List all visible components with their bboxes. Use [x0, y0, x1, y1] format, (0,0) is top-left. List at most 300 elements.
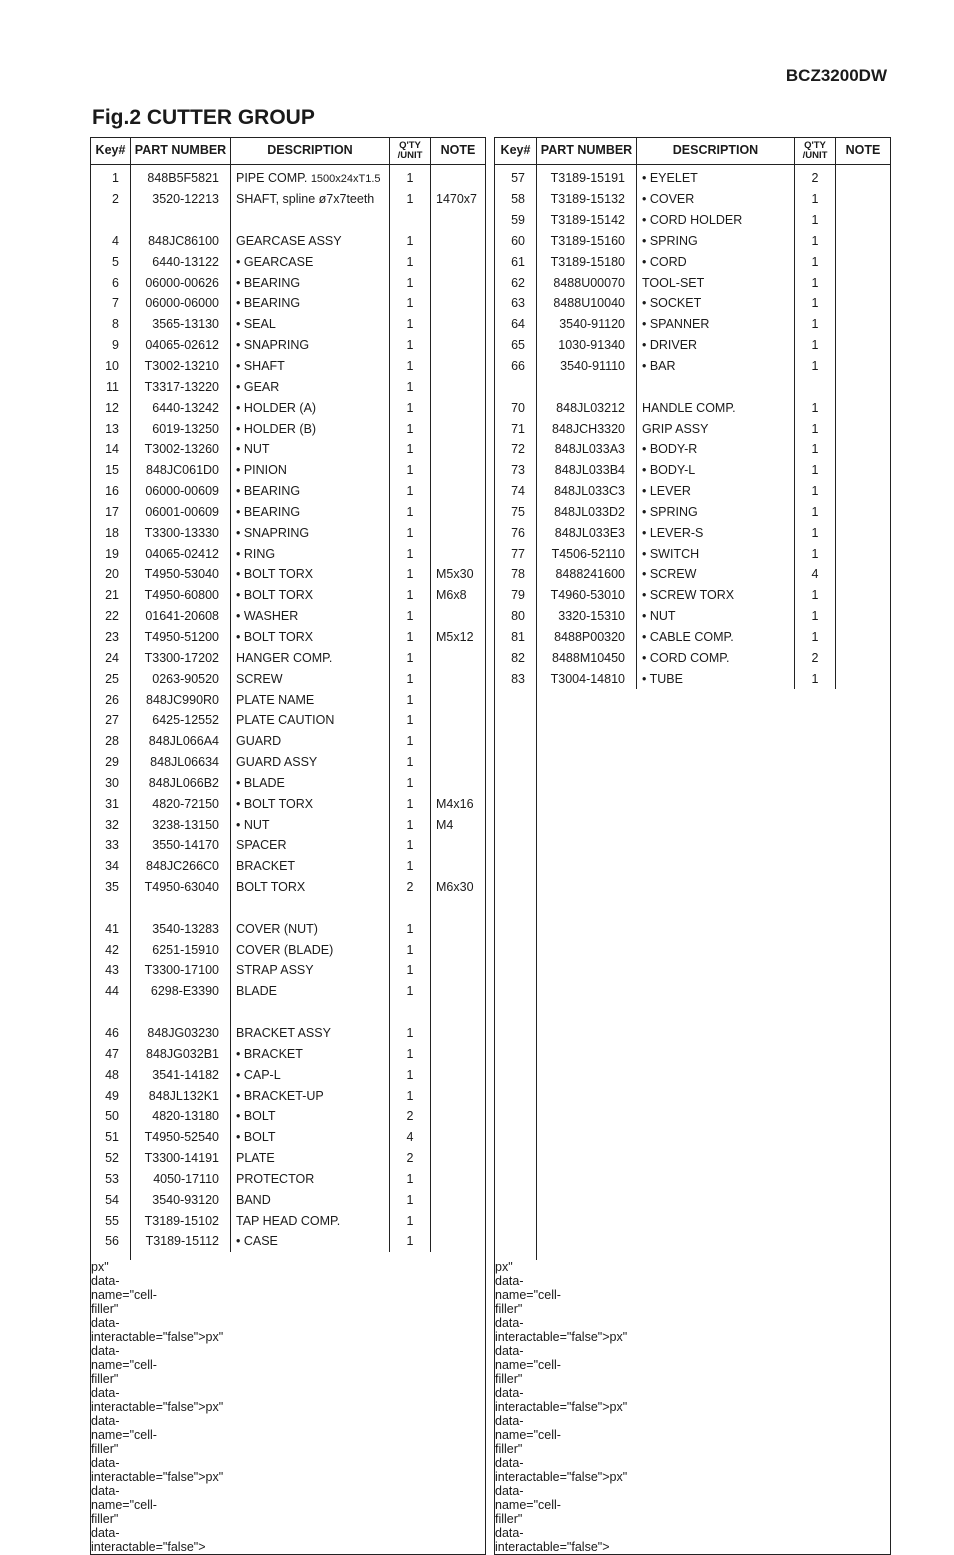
cell-note: [431, 981, 486, 1002]
table-row: [91, 731, 486, 752]
cell-description: [231, 856, 390, 877]
description-text: • SCREW: [642, 567, 697, 582]
description-text: • BOLT: [236, 1130, 276, 1145]
cell-description: [637, 647, 795, 668]
cell-part-number: 3541-14182: [131, 1064, 231, 1085]
cell-description: [231, 1106, 390, 1127]
table-row: [91, 272, 486, 293]
cell-note: [431, 960, 486, 981]
cell-key: 78: [495, 564, 537, 585]
cell-qty: 1: [390, 710, 431, 731]
table-row: [495, 460, 891, 481]
cell-key: 14: [91, 439, 131, 460]
cell-description: [231, 397, 390, 418]
description-text: GEARCASE ASSY: [236, 233, 342, 248]
cell-qty: 1: [795, 272, 836, 293]
cell-note: [431, 1231, 486, 1252]
cell-description: [231, 1210, 390, 1231]
cell-description: [637, 356, 795, 377]
table-header-row: [91, 138, 486, 165]
cell-part-number: T3189-15142: [537, 210, 637, 231]
cell-part-number: 3540-13283: [131, 918, 231, 939]
description-text: • RING: [236, 546, 276, 561]
cell-part-number: 6440-13122: [131, 251, 231, 272]
cell-description: [637, 543, 795, 564]
cell-description: [637, 418, 795, 439]
cell-key: 64: [495, 314, 537, 335]
cell-part-number: T4506-52110: [537, 543, 637, 564]
table-row: [91, 210, 486, 231]
cell-qty: 1: [390, 668, 431, 689]
cell-key: 66: [495, 356, 537, 377]
cell-part-number: 848JL033C3: [537, 481, 637, 502]
cell-description: [231, 564, 390, 585]
cell-part-number: 06000-00609: [131, 481, 231, 502]
cell-description: [231, 210, 390, 231]
parts-table-right-body: 57 T3189-15191 • EYELET 2 58 T3189-15132 • COVER 1 59 T3189-15142 • CORD HOLDER 1 60 T3189-15160 • SPRING 1 61 T3189-15180 • CORD 1 62 8488U00070 TOOL-SET 1 63 8488U10040 • SOCKET 1 64 3540-91120 • SPANNER 1 65 1030-91340 • DRIVER 1 66 3540-91110 • BAR 1 70 848JL03212 HANDLE COMP. 1 71 848JCH3320 GRIP ASSY 1 72 848JL033A3 • BODY-R 1 73 848JL033B4 • BODY-L 1 74 848JL033C3 • LEVER 1 75 848JL033D2 • SPRING 1 76 848JL033E3 • LEVER-S 1 77 T4506-52110 • SWITCH 1 78 8488241600 • SCREW 4 79 T4960-53010 • SCREW TORX 1 80 3320-15310 • NUT 1 81 8488P00320 • CABLE COMP. 1 82 8488M10450 • CORD COMP. 2 83 T3004-14810 • TUBE 1 px" data-name="cell-filler" data-interactable="false">px" data-name="cell-filler" data-interactable="false">px" data-name="cell-filler" data-interactable="false">px" data-name="cell-filler" data-interactable="false">: [495, 165, 891, 1555]
cell-qty: 1: [795, 231, 836, 252]
cell-description: [637, 314, 795, 335]
cell-key: [91, 210, 131, 231]
cell-note: [836, 606, 891, 627]
table-row: [91, 585, 486, 606]
cell-qty: 1: [795, 293, 836, 314]
cell-qty: 1: [795, 668, 836, 689]
description-text: SCREW: [236, 671, 283, 686]
table-row: [91, 251, 486, 272]
cell-filler: [495, 689, 537, 1260]
cell-qty: 1: [390, 981, 431, 1002]
cell-part-number: T4950-53040: [131, 564, 231, 585]
cell-key: 2: [91, 189, 131, 210]
cell-part-number: T3189-15102: [131, 1210, 231, 1231]
description-text: PLATE: [236, 1151, 275, 1166]
cell-part-number: 01641-20608: [131, 606, 231, 627]
description-text: • BEARING: [236, 275, 301, 290]
table-row: [91, 960, 486, 981]
table-row: [91, 668, 486, 689]
cell-qty: 1: [390, 793, 431, 814]
cell-part-number: 4820-72150: [131, 793, 231, 814]
cell-note: [836, 543, 891, 564]
cell-key: 35: [91, 877, 131, 898]
table-row: [91, 397, 486, 418]
cell-part-number: 848JL033A3: [537, 439, 637, 460]
table-row: [91, 376, 486, 397]
table-row: [91, 1231, 486, 1252]
table-row: [91, 1148, 486, 1169]
cell-part-number: [131, 898, 231, 919]
cell-note: M5x12: [431, 627, 486, 648]
cell-note: [431, 898, 486, 919]
table-row: [91, 502, 486, 523]
cell-qty: 1: [390, 272, 431, 293]
cell-qty: 2: [390, 877, 431, 898]
cell-qty: [390, 1002, 431, 1023]
cell-key: 71: [495, 418, 537, 439]
cell-key: 79: [495, 585, 537, 606]
col-header-part-number: PART NUMBER: [131, 138, 231, 165]
cell-qty: 1: [390, 397, 431, 418]
cell-filler: [91, 1252, 131, 1260]
description-text: • SNAPRING: [236, 525, 310, 540]
description-text: SHAFT, spline ø7x7teeth: [236, 192, 375, 207]
cell-description: [231, 710, 390, 731]
description-text: PLATE CAUTION: [236, 713, 335, 728]
cell-qty: 1: [390, 251, 431, 272]
description-text: • BRACKET-UP: [236, 1088, 324, 1103]
table-row: [495, 668, 891, 689]
cell-key: 47: [91, 1043, 131, 1064]
cell-qty: 1: [795, 543, 836, 564]
cell-description: [231, 981, 390, 1002]
cell-note: [836, 418, 891, 439]
cell-qty: 1: [390, 481, 431, 502]
cell-description: [637, 335, 795, 356]
cell-key: 44: [91, 981, 131, 1002]
description-text: • SWITCH: [642, 546, 700, 561]
cell-description: [231, 543, 390, 564]
cell-qty: 1: [795, 314, 836, 335]
description-text: • LEVER: [642, 484, 691, 499]
table-row: [91, 752, 486, 773]
cell-description: [637, 668, 795, 689]
cell-qty: 1: [390, 1043, 431, 1064]
parts-table-left: [90, 137, 486, 1555]
cell-description: [231, 293, 390, 314]
cell-note: [431, 1043, 486, 1064]
cell-part-number: 848JL033B4: [537, 460, 637, 481]
cell-key: 48: [91, 1064, 131, 1085]
table-row: [91, 189, 486, 210]
cell-note: [431, 939, 486, 960]
description-text: PIPE COMP.: [236, 171, 308, 186]
table-row: [495, 481, 891, 502]
col-header-qty-line2: /UNIT: [397, 150, 423, 161]
cell-key: 62: [495, 272, 537, 293]
description-text: • BOLT TORX: [236, 567, 314, 582]
cell-note: [431, 293, 486, 314]
col-header-part-number: PART NUMBER: [537, 138, 637, 165]
cell-key: 77: [495, 543, 537, 564]
cell-note: [431, 314, 486, 335]
description-text: COVER (NUT): [236, 921, 318, 936]
description-text: • NUT: [642, 609, 676, 624]
cell-description: [231, 585, 390, 606]
col-header-description: DESCRIPTION: [231, 138, 390, 165]
cell-key: 57: [495, 165, 537, 189]
cell-qty: 1: [390, 335, 431, 356]
cell-key: 6: [91, 272, 131, 293]
cell-qty: 1: [390, 1064, 431, 1085]
cell-part-number: T4960-53010: [537, 585, 637, 606]
cell-description: [231, 460, 390, 481]
cell-part-number: T3189-15112: [131, 1231, 231, 1252]
cell-qty: 1: [795, 522, 836, 543]
table-row: [91, 772, 486, 793]
description-text: • BOLT TORX: [236, 796, 314, 811]
cell-part-number: 848JC990R0: [131, 689, 231, 710]
table-row: [91, 1085, 486, 1106]
table-row: [91, 1064, 486, 1085]
cell-description: [231, 251, 390, 272]
cell-qty: 1: [390, 772, 431, 793]
cell-description: [231, 668, 390, 689]
cell-part-number: 848JG03230: [131, 1023, 231, 1044]
cell-key: 52: [91, 1148, 131, 1169]
table-row: [91, 627, 486, 648]
description-text: PLATE NAME: [236, 692, 315, 707]
cell-qty: 1: [390, 522, 431, 543]
col-header-note: NOTE: [431, 138, 486, 165]
cell-description: [231, 689, 390, 710]
cell-note: [431, 1106, 486, 1127]
cell-qty: 1: [795, 502, 836, 523]
description-text: • WASHER: [236, 609, 299, 624]
cell-description: [231, 1169, 390, 1190]
cell-key: 23: [91, 627, 131, 648]
table-row: [495, 564, 891, 585]
description-text: BAND: [236, 1192, 271, 1207]
cell-part-number: T4950-52540: [131, 1127, 231, 1148]
cell-part-number: 3238-13150: [131, 814, 231, 835]
cell-part-number: 06001-00609: [131, 502, 231, 523]
cell-note: [836, 356, 891, 377]
cell-qty: 1: [390, 939, 431, 960]
cell-key: 32: [91, 814, 131, 835]
cell-key: 53: [91, 1169, 131, 1190]
cell-qty: 1: [390, 1189, 431, 1210]
table-row: [91, 314, 486, 335]
cell-part-number: 06000-06000: [131, 293, 231, 314]
cell-description: [231, 502, 390, 523]
table-row: [91, 439, 486, 460]
cell-note: [431, 522, 486, 543]
cell-qty: 1: [390, 543, 431, 564]
description-text: • GEAR: [236, 379, 280, 394]
cell-key: 61: [495, 251, 537, 272]
table-row: [91, 418, 486, 439]
cell-part-number: 6440-13242: [131, 397, 231, 418]
cell-qty: 1: [390, 356, 431, 377]
cell-note: [836, 647, 891, 668]
cell-part-number: T3300-17100: [131, 960, 231, 981]
cell-key: 76: [495, 522, 537, 543]
description-text: • SEAL: [236, 317, 276, 332]
table-row: [495, 522, 891, 543]
table-row: [91, 165, 486, 189]
cell-note: [431, 1210, 486, 1231]
cell-note: [836, 293, 891, 314]
description-text: • NUT: [236, 442, 270, 457]
description-text: • EYELET: [642, 171, 698, 186]
cell-key: 60: [495, 231, 537, 252]
cell-qty: 1: [390, 418, 431, 439]
description-text: BRACKET: [236, 859, 296, 874]
cell-key: 65: [495, 335, 537, 356]
table-row: [495, 418, 891, 439]
cell-qty: 1: [390, 814, 431, 835]
cell-description: [231, 165, 390, 189]
cell-part-number: 848JL06634: [131, 752, 231, 773]
table-row: [495, 272, 891, 293]
table-row: [495, 356, 891, 377]
description-text: • BOLT TORX: [236, 629, 314, 644]
col-header-key: Key#: [91, 138, 131, 165]
cell-part-number: 4050-17110: [131, 1169, 231, 1190]
table-row: [91, 898, 486, 919]
cell-part-number: 848JL132K1: [131, 1085, 231, 1106]
cell-qty: 1: [390, 293, 431, 314]
cell-note: M6x30: [431, 877, 486, 898]
cell-description: [231, 939, 390, 960]
cell-description: [637, 585, 795, 606]
cell-part-number: T4950-60800: [131, 585, 231, 606]
table-row: [91, 1210, 486, 1231]
description-text: TOOL-SET: [642, 275, 705, 290]
cell-key: 73: [495, 460, 537, 481]
cell-description: [231, 376, 390, 397]
table-row: [91, 460, 486, 481]
description-text: BLADE: [236, 984, 277, 999]
table-row: [495, 165, 891, 189]
cell-description: [231, 335, 390, 356]
description-text: • HOLDER (B): [236, 421, 317, 436]
description-text: • BRACKET: [236, 1046, 303, 1061]
cell-description: [231, 606, 390, 627]
cell-key: 4: [91, 231, 131, 252]
description-text: BRACKET ASSY: [236, 1026, 331, 1041]
cell-note: [431, 752, 486, 773]
cell-key: 10: [91, 356, 131, 377]
cell-note: M4x16: [431, 793, 486, 814]
table-row: [495, 189, 891, 210]
cell-note: [836, 481, 891, 502]
cell-part-number: 848JC86100: [131, 231, 231, 252]
cell-key: 59: [495, 210, 537, 231]
cell-note: [431, 272, 486, 293]
cell-qty: [390, 210, 431, 231]
cell-part-number: 848JG032B1: [131, 1043, 231, 1064]
table-row: [91, 918, 486, 939]
cell-description: [231, 877, 390, 898]
cell-note: [836, 460, 891, 481]
cell-key: 82: [495, 647, 537, 668]
col-header-qty-line2: /UNIT: [802, 150, 828, 161]
cell-key: 54: [91, 1189, 131, 1210]
cell-key: 17: [91, 502, 131, 523]
cell-key: 72: [495, 439, 537, 460]
description-text: COVER (BLADE): [236, 942, 334, 957]
cell-note: [431, 606, 486, 627]
cell-description: [231, 918, 390, 939]
cell-description: [637, 251, 795, 272]
cell-key: [495, 376, 537, 397]
col-header-qty: [390, 138, 431, 165]
description-text: • GEARCASE: [236, 254, 314, 269]
table-row: [495, 397, 891, 418]
cell-part-number: 3320-15310: [537, 606, 637, 627]
cell-key: 28: [91, 731, 131, 752]
model-number: BCZ3200DW: [785, 66, 887, 85]
cell-part-number: 0263-90520: [131, 668, 231, 689]
cell-part-number: T3189-15132: [537, 189, 637, 210]
cell-qty: 1: [390, 376, 431, 397]
cell-key: 31: [91, 793, 131, 814]
table-row: [91, 689, 486, 710]
cell-part-number: T3300-14191: [131, 1148, 231, 1169]
cell-description: [231, 647, 390, 668]
cell-key: 49: [91, 1085, 131, 1106]
table-row: [91, 856, 486, 877]
cell-part-number: 3520-12213: [131, 189, 231, 210]
table-row: [91, 814, 486, 835]
cell-qty: 2: [390, 1148, 431, 1169]
cell-qty: 1: [390, 835, 431, 856]
cell-description: [231, 1043, 390, 1064]
cell-qty: 1: [390, 439, 431, 460]
cell-key: 63: [495, 293, 537, 314]
table-row: [91, 564, 486, 585]
cell-part-number: 8488P00320: [537, 627, 637, 648]
cell-note: [836, 564, 891, 585]
cell-note: [431, 1148, 486, 1169]
cell-qty: 1: [390, 606, 431, 627]
cell-key: 7: [91, 293, 131, 314]
cell-part-number: T3004-14810: [537, 668, 637, 689]
description-text: GUARD ASSY: [236, 755, 318, 770]
description-text: • SNAPRING: [236, 338, 310, 353]
cell-description: [637, 460, 795, 481]
cell-qty: 1: [390, 1023, 431, 1044]
cell-part-number: 6298-E3390: [131, 981, 231, 1002]
table-row: [91, 1169, 486, 1190]
cell-part-number: 8488M10450: [537, 647, 637, 668]
cell-part-number: T4950-63040: [131, 877, 231, 898]
cell-part-number: 6019-13250: [131, 418, 231, 439]
cell-key: 5: [91, 251, 131, 272]
cell-part-number: 848JL03212: [537, 397, 637, 418]
cell-note: M5x30: [431, 564, 486, 585]
table-row: [495, 439, 891, 460]
table-row: [495, 543, 891, 564]
cell-qty: 1: [795, 606, 836, 627]
description-text: • CAP-L: [236, 1067, 281, 1082]
description-dimensions: 1500x24xT1.5: [310, 173, 381, 186]
cell-description: [231, 439, 390, 460]
cell-description: [637, 397, 795, 418]
cell-note: M6x8: [431, 585, 486, 606]
cell-qty: 1: [390, 752, 431, 773]
table-row: [91, 335, 486, 356]
description-text: • BOLT: [236, 1109, 276, 1124]
cell-qty: 1: [390, 647, 431, 668]
cell-part-number: 848JC266C0: [131, 856, 231, 877]
cell-note: [836, 251, 891, 272]
description-text: GRIP ASSY: [642, 421, 709, 436]
cell-note: [836, 627, 891, 648]
cell-key: 30: [91, 772, 131, 793]
description-text: • CORD COMP.: [642, 650, 730, 665]
cell-qty: 1: [390, 689, 431, 710]
table-row: [495, 585, 891, 606]
cell-part-number: [131, 1002, 231, 1023]
cell-note: M4: [431, 814, 486, 835]
description-text: • SCREW TORX: [642, 588, 735, 603]
table-row: [91, 606, 486, 627]
cell-description: [231, 1231, 390, 1252]
cell-note: [431, 710, 486, 731]
